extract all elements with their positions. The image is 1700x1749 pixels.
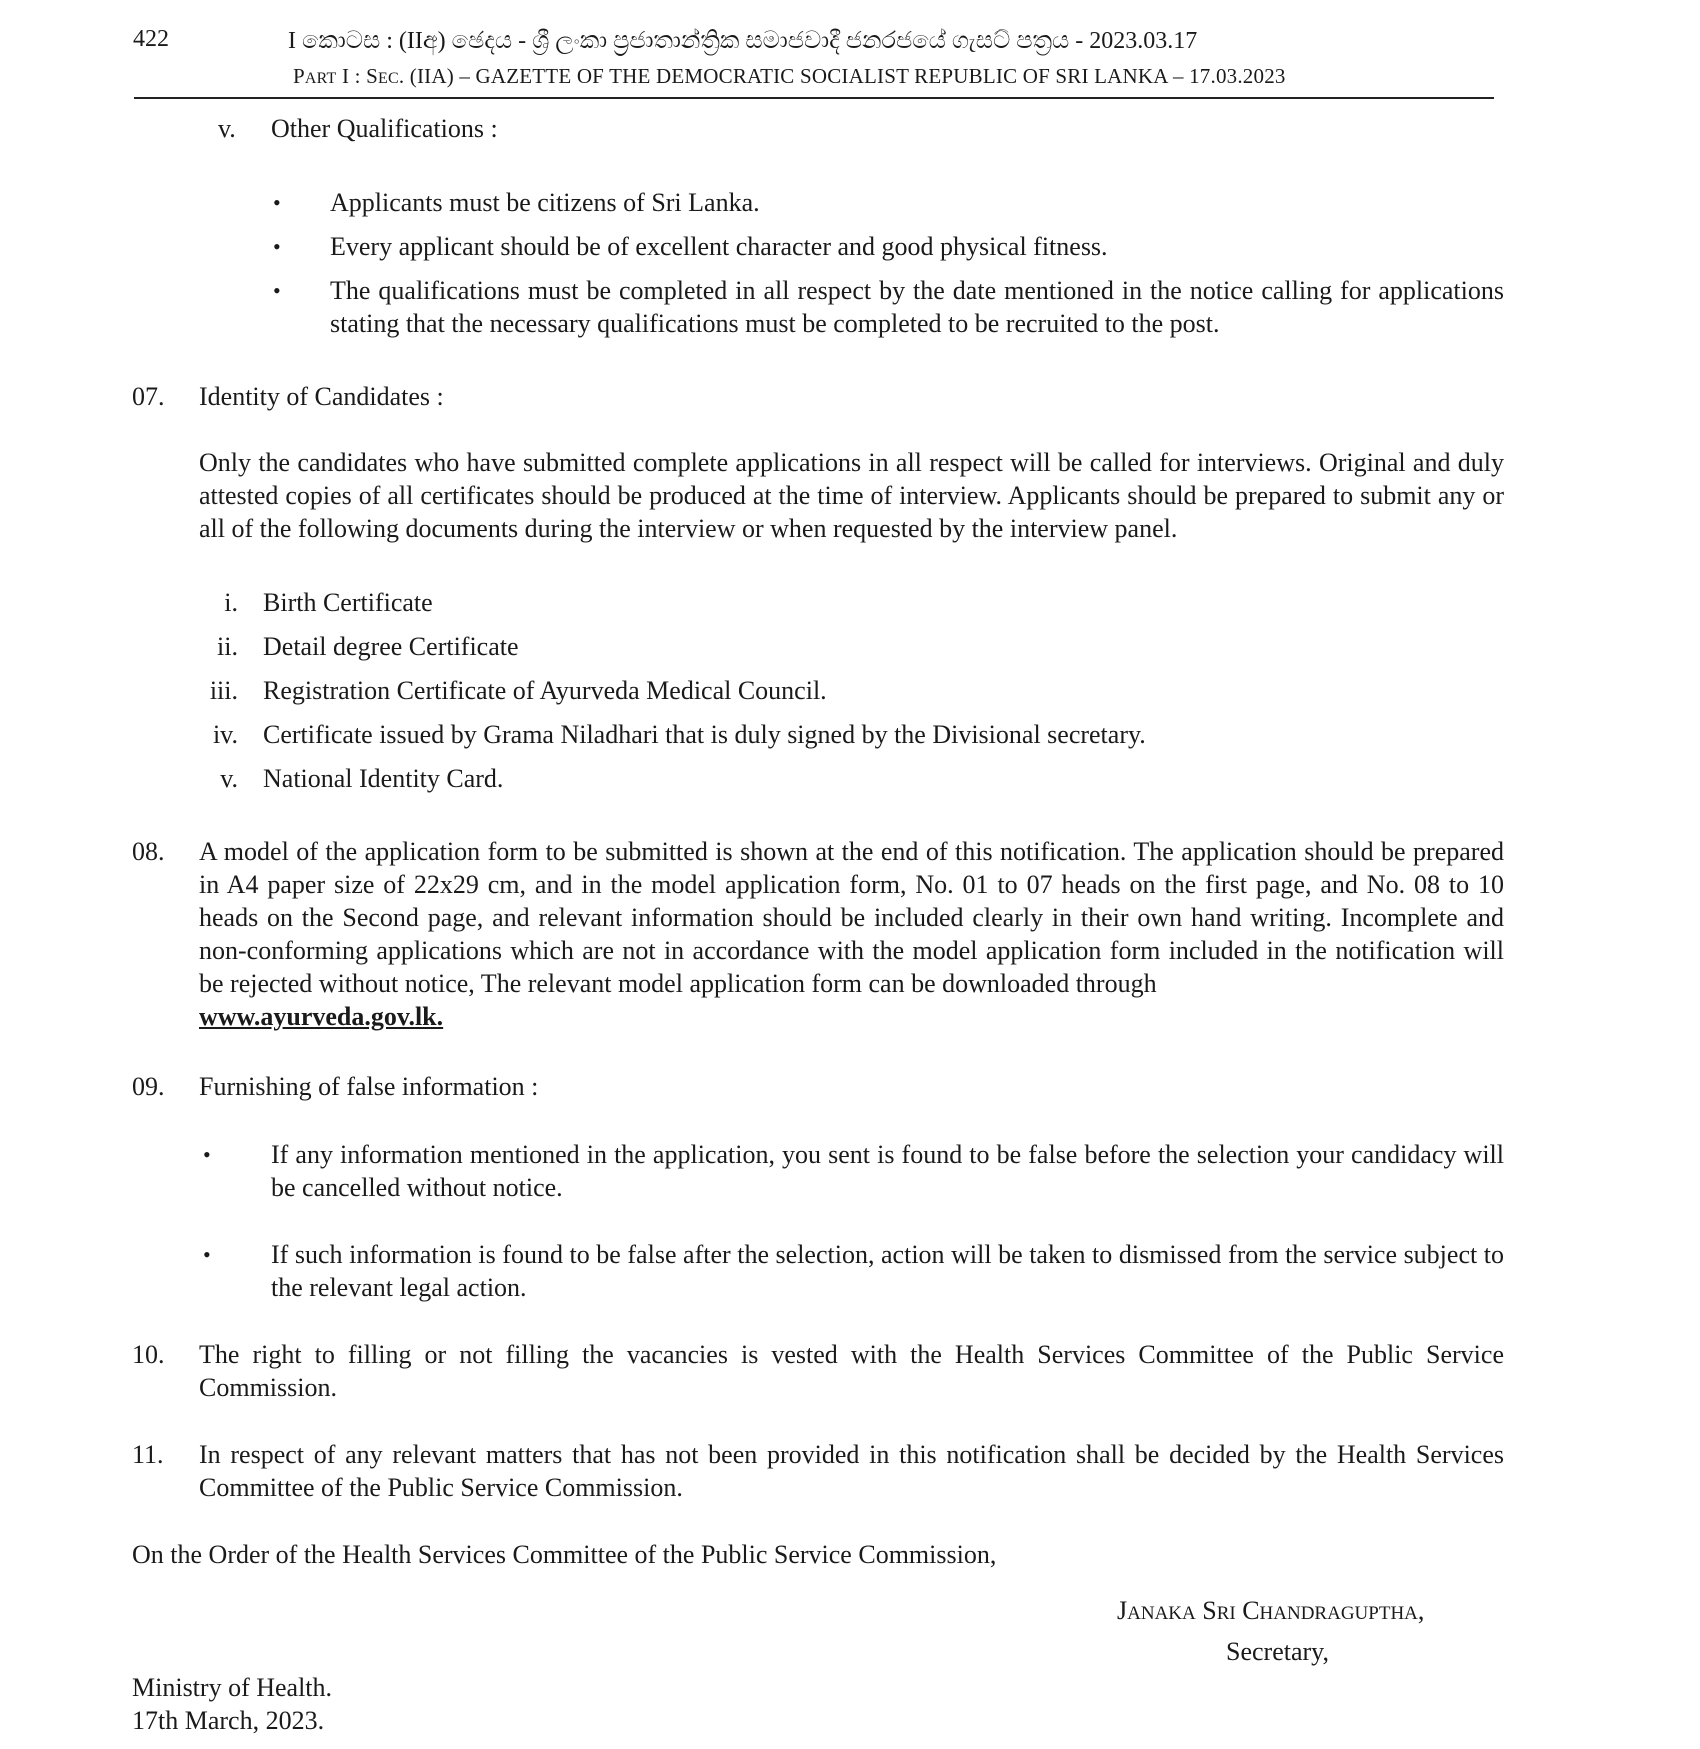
download-link[interactable]: www.ayurveda.gov.lk. — [199, 1002, 444, 1031]
roman-numeral: v. — [220, 764, 238, 793]
roman-numeral: iii. — [209, 676, 238, 705]
signatory-name: JANAKA SRI CHANDRAGUPTHA, — [1117, 1596, 1425, 1625]
section-body: A model of the application form to be submitted is shown at the end of this notification. The application should be prepared in A4 paper size of 22x29 cm, and in the model application form, No. 01 to 07 heads on the first page, and No. 08 to 10 heads on the Second page, and relevant information should be included clearly in their own hand writing. Incomplete and non-conforming applications which are not in accordance with the model application form included in the notification will be rejected without notice, The relevant model application form can be downloaded through www.ayurveda.gov.lk. — [199, 837, 1504, 1031]
list-item: If such information is found to be false after the selection, action will be taken to dismissed from the service subject to the relevant legal action. — [271, 1240, 1504, 1302]
section-number: 10. — [132, 1340, 165, 1369]
list-item: Certificate issued by Grama Niladhari that is duly signed by the Divisional secretary. — [263, 720, 1146, 749]
section-number: 11. — [132, 1440, 164, 1469]
section-title: Furnishing of false information : — [199, 1072, 539, 1101]
header-divider — [134, 97, 1494, 99]
section-number: 09. — [132, 1072, 165, 1101]
list-item: Registration Certificate of Ayurveda Medical Council. — [263, 676, 827, 705]
header-english-title: PART I : SEC. (IIA) – GAZETTE OF THE DEMOCRATIC SOCIALIST REPUBLIC OF SRI LANKA – 17.03.2023 — [293, 64, 1286, 88]
list-item: National Identity Card. — [263, 764, 504, 793]
section-body: Only the candidates who have submitted complete applications in all respect will be called for interviews. Original and duly attested copies of all certificates should be produced at the time of interview. Applicants should be prepared to submit any or all of the following documents during the interview or when requested by the interview panel. — [199, 448, 1504, 543]
ministry-name: Ministry of Health. — [132, 1673, 333, 1702]
section-body: The right to filling or not filling the vacancies is vested with the Health Services Committee of the Public Service Commission. — [199, 1340, 1504, 1402]
header-sinhala-title: I කොටස : (IIඅ) ඡෙදය - ශ්‍රී ලංකා ප්‍රජාතාන්ත්‍රික සමාජවාදී ජනරජයේ ගැසට් පත්‍රය - 2023.03.17 — [288, 28, 1198, 54]
roman-numeral: iv. — [212, 720, 238, 749]
section-number: 07. — [132, 382, 165, 411]
list-item: Birth Certificate — [263, 588, 433, 617]
signatory-title: Secretary, — [1226, 1637, 1329, 1666]
list-item: The qualifications must be completed in all respect by the date mentioned in the notice calling for applications stating that the necessary qualifications must be completed to be recruited to the post. — [330, 276, 1504, 338]
issue-date: 17th March, 2023. — [132, 1706, 325, 1735]
list-item: Applicants must be citizens of Sri Lanka. — [330, 188, 760, 217]
subsection-title: Other Qualifications : — [271, 114, 498, 143]
subsection-numeral: v. — [218, 114, 236, 143]
section-body: In respect of any relevant matters that has not been provided in this notification shall be decided by the Health Services Committee of the Public Service Commission. — [199, 1440, 1504, 1502]
roman-numeral: i. — [224, 588, 238, 617]
section-title: Identity of Candidates : — [199, 382, 444, 411]
bullet-glyph: • — [203, 1242, 211, 1267]
bullet-glyph: • — [273, 278, 281, 303]
bullet-glyph: • — [273, 234, 281, 259]
bullet-glyph: • — [273, 190, 281, 215]
section-number: 08. — [132, 837, 165, 866]
page-number: 422 — [133, 26, 169, 52]
bullet-glyph: • — [203, 1142, 211, 1167]
list-item: Detail degree Certificate — [263, 632, 519, 661]
roman-numeral: ii. — [217, 632, 238, 661]
list-item: If any information mentioned in the application, you sent is found to be false before the selection your candidacy will be cancelled without notice. — [271, 1140, 1504, 1202]
order-line: On the Order of the Health Services Committee of the Public Service Commission, — [132, 1540, 997, 1569]
list-item: Every applicant should be of excellent character and good physical fitness. — [330, 232, 1108, 261]
